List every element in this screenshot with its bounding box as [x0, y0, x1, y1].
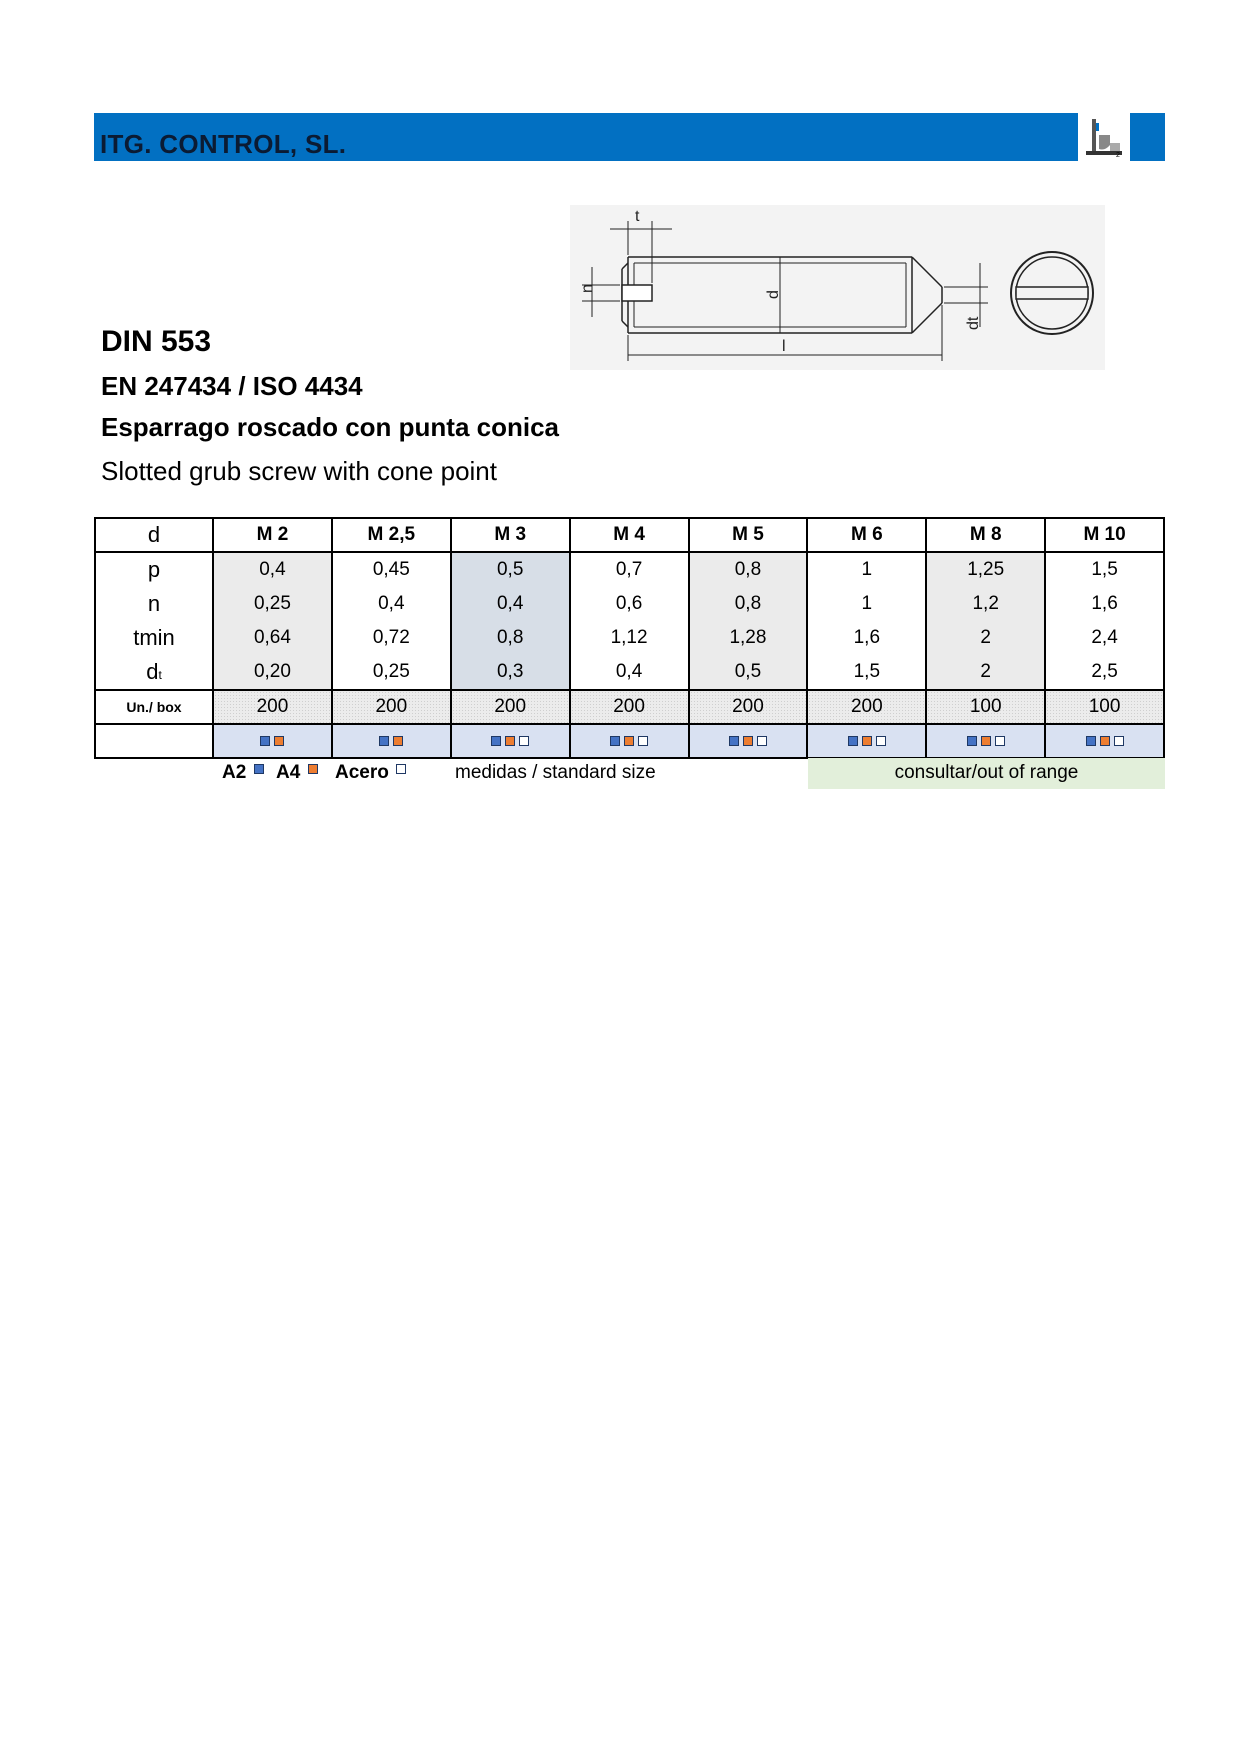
- steel-square-icon: [757, 736, 767, 746]
- dim-label-n: n: [579, 284, 596, 293]
- dim-label-dt: dt: [965, 316, 982, 330]
- a2-square-icon: [260, 736, 270, 746]
- legend-a4: [276, 762, 320, 784]
- table-cell: 0,5: [689, 655, 808, 690]
- a2-square-icon: [491, 736, 501, 746]
- a4-square-icon: [308, 764, 318, 774]
- legend-a4-label: A4: [276, 762, 301, 783]
- table-cell: 1: [807, 587, 926, 621]
- table-cell: 2: [926, 621, 1045, 655]
- a2-square-icon: [729, 736, 739, 746]
- a2-square-icon: [848, 736, 858, 746]
- size-header: M 4: [570, 518, 689, 552]
- materials-cell: [451, 724, 570, 758]
- box-quantity-cell: 200: [570, 690, 689, 724]
- box-quantity-cell: 100: [1045, 690, 1164, 724]
- table-cell: 0,5: [451, 552, 570, 587]
- a4-square-icon: [862, 736, 872, 746]
- table-row: [95, 552, 1164, 587]
- materials-cell: [332, 724, 451, 758]
- size-header: M 3: [451, 518, 570, 552]
- box-quantity-cell: 200: [451, 690, 570, 724]
- size-header: M 2: [213, 518, 332, 552]
- box-quantity-cell: 100: [926, 690, 1045, 724]
- description-english: Slotted grub screw with cone point: [101, 456, 497, 486]
- table-cell: 1,12: [570, 621, 689, 655]
- header-bar-end: [1130, 113, 1165, 161]
- table-cell: 0,4: [332, 587, 451, 621]
- steel-square-icon: [876, 736, 886, 746]
- legend-standard-size: medidas / standard size: [455, 762, 656, 783]
- dim-label-t: t: [635, 208, 640, 225]
- box-quantity-label: Un./ box: [95, 690, 213, 724]
- table-cell: 1,5: [807, 655, 926, 690]
- table-cell: 1,25: [926, 552, 1045, 587]
- technical-drawing: [570, 205, 1105, 370]
- table-cell: 0,64: [213, 621, 332, 655]
- row-label-text: n: [147, 591, 161, 616]
- legend-out-of-range: consultar/out of range: [894, 762, 1079, 783]
- table-cell: 1,28: [689, 621, 808, 655]
- materials-cell: [1045, 724, 1164, 758]
- materials-cell: [689, 724, 808, 758]
- table-cell: 1,2: [926, 587, 1045, 621]
- table-cell: 0,3: [451, 655, 570, 690]
- table-row: [95, 655, 1164, 690]
- box-quantity-cell: 200: [213, 690, 332, 724]
- a2-square-icon: [379, 736, 389, 746]
- row-label-text: p: [147, 557, 161, 582]
- steel-square-icon: [995, 736, 1005, 746]
- table-cell: 1,6: [1045, 587, 1164, 621]
- table-cell: 0,4: [213, 552, 332, 587]
- table-cell: 0,25: [213, 587, 332, 621]
- table-cell: 0,4: [570, 655, 689, 690]
- materials-cell: [926, 724, 1045, 758]
- steel-square-icon: [638, 736, 648, 746]
- a2-square-icon: [254, 764, 264, 774]
- size-header: M 2,5: [332, 518, 451, 552]
- box-quantity-cell: 200: [332, 690, 451, 724]
- a4-square-icon: [274, 736, 284, 746]
- legend-steel: [335, 762, 408, 784]
- company-name: ITG. CONTROL, SL.: [100, 129, 347, 159]
- description-spanish: Esparrago roscado con punta conica: [101, 412, 559, 442]
- box-quantity-cell: 200: [807, 690, 926, 724]
- row-label-subscript: t: [158, 668, 162, 682]
- standard-title: DIN 553: [101, 325, 212, 358]
- table-cell: 0,45: [332, 552, 451, 587]
- table-header-row: [95, 518, 1164, 552]
- a4-square-icon: [624, 736, 634, 746]
- a4-square-icon: [981, 736, 991, 746]
- a4-square-icon: [393, 736, 403, 746]
- materials-label-cell: [95, 724, 213, 758]
- materials-row: [95, 724, 1164, 758]
- standard-norms: EN 247434 / ISO 4434: [101, 371, 363, 401]
- row-label-text: tmin: [133, 625, 175, 650]
- a2-square-icon: [967, 736, 977, 746]
- table-cell: 1: [807, 552, 926, 587]
- spec-table: [94, 517, 1165, 759]
- legend-steel-label: Acero: [335, 762, 389, 783]
- legend-a2: [222, 762, 266, 784]
- size-header: M 5: [689, 518, 808, 552]
- table-cell: 0,6: [570, 587, 689, 621]
- size-header: M 8: [926, 518, 1045, 552]
- table-cell: 1,5: [1045, 552, 1164, 587]
- a2-square-icon: [1086, 736, 1096, 746]
- row-label-d: d: [95, 518, 213, 552]
- a2-square-icon: [610, 736, 620, 746]
- row-label-text: d: [146, 659, 159, 684]
- table-cell: 2: [926, 655, 1045, 690]
- materials-cell: [570, 724, 689, 758]
- table-row: [95, 587, 1164, 621]
- box-quantity-row: [95, 690, 1164, 724]
- dim-label-d: d: [765, 290, 782, 299]
- box-quantity-cell: 200: [689, 690, 808, 724]
- itg-control-logo-icon: [1080, 113, 1128, 161]
- table-cell: 0,8: [689, 552, 808, 587]
- steel-square-icon: [396, 764, 406, 774]
- size-header: M 10: [1045, 518, 1164, 552]
- row-label: [95, 655, 213, 690]
- size-header: M 6: [807, 518, 926, 552]
- a4-square-icon: [743, 736, 753, 746]
- table-cell: 0,4: [451, 587, 570, 621]
- table-cell: 2,5: [1045, 655, 1164, 690]
- table-cell: 0,7: [570, 552, 689, 587]
- a4-square-icon: [1100, 736, 1110, 746]
- grub-screw-drawing: [570, 205, 1105, 370]
- table-cell: 0,25: [332, 655, 451, 690]
- legend-a2-label: A2: [222, 762, 247, 783]
- company-logo: [1080, 113, 1128, 161]
- table-cell: 0,8: [451, 621, 570, 655]
- steel-square-icon: [519, 736, 529, 746]
- row-label: [95, 621, 213, 655]
- svg-text:2: 2: [1116, 152, 1120, 159]
- a4-square-icon: [505, 736, 515, 746]
- materials-cell: [807, 724, 926, 758]
- table-cell: 0,8: [689, 587, 808, 621]
- table-cell: 2,4: [1045, 621, 1164, 655]
- table-cell: 0,72: [332, 621, 451, 655]
- row-label: [95, 587, 213, 621]
- table-cell: 0,20: [213, 655, 332, 690]
- row-label: [95, 552, 213, 587]
- table-row: [95, 621, 1164, 655]
- table-cell: 1,6: [807, 621, 926, 655]
- steel-square-icon: [1114, 736, 1124, 746]
- dim-label-l: l: [782, 338, 786, 355]
- materials-cell: [213, 724, 332, 758]
